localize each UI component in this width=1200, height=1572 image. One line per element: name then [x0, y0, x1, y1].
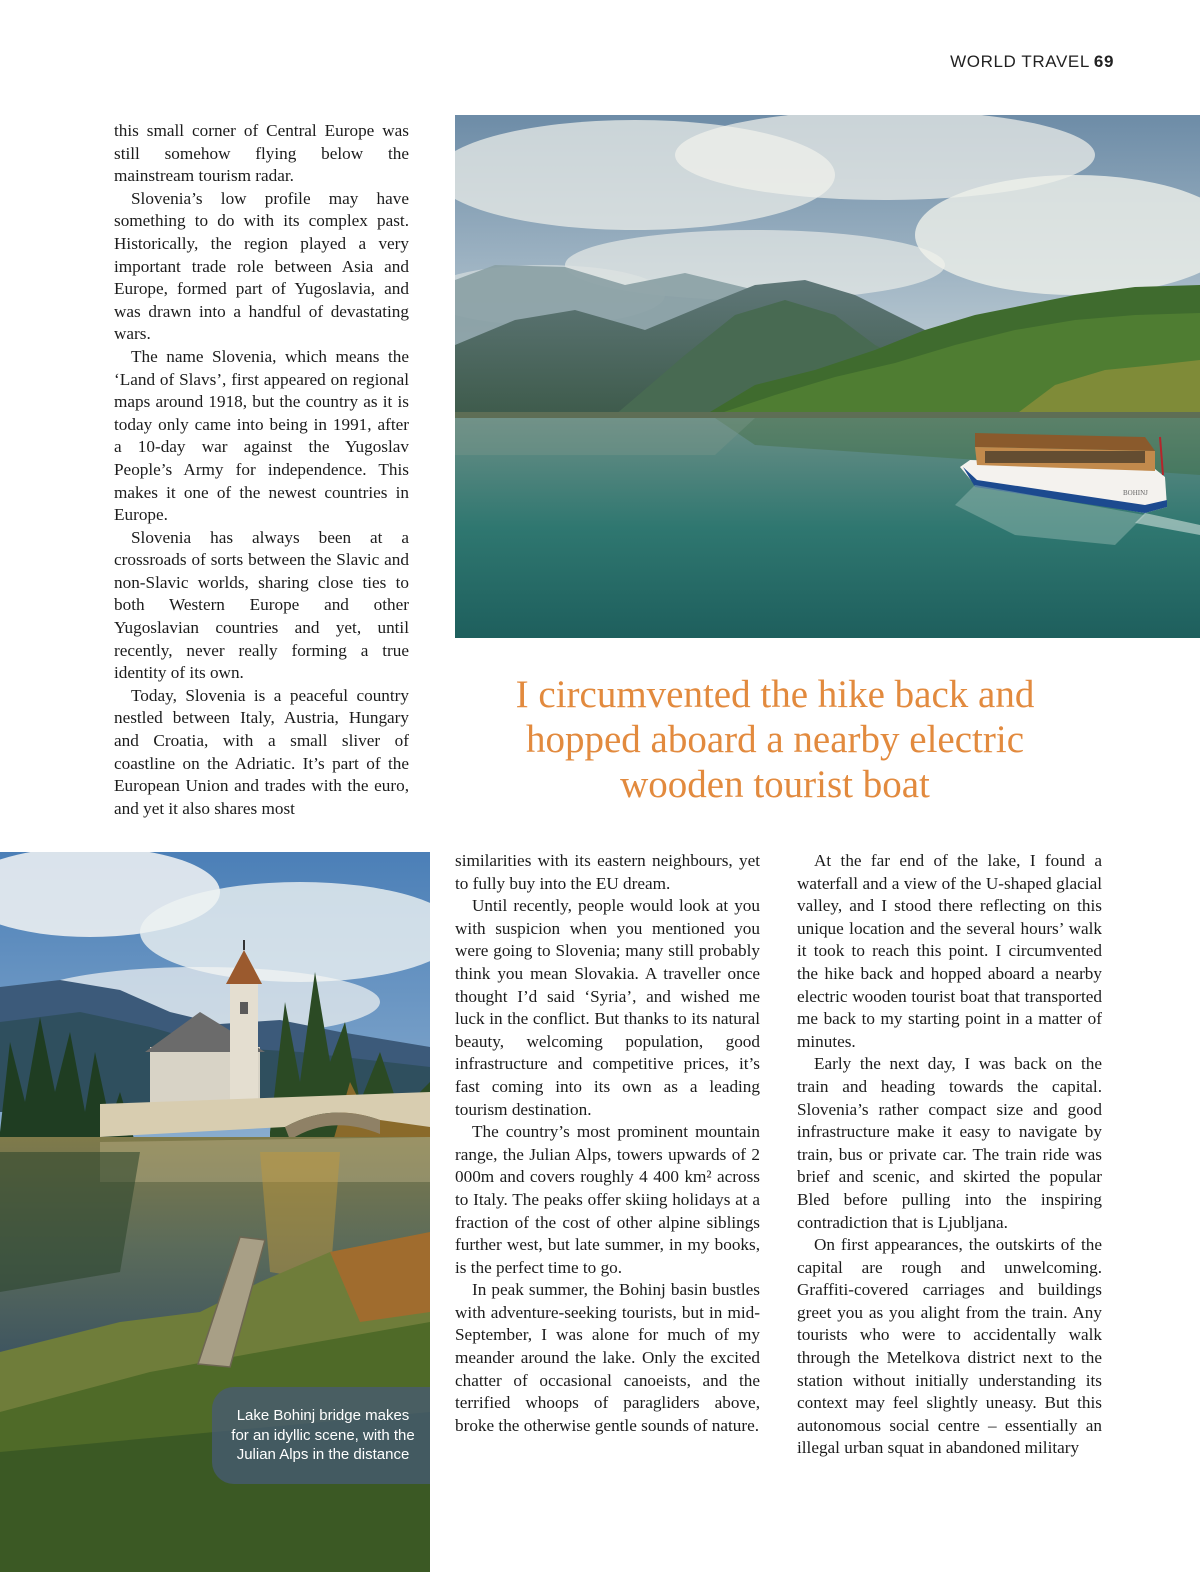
paragraph: similarities with its eastern neighbours, yet to fully buy into the EU dream. — [455, 851, 760, 893]
pull-quote: I circumvented the hike back and hopped aboard a nearby electric wooden tourist boat — [515, 673, 1035, 806]
paragraph: Today, Slovenia is a peaceful country nestled between Italy, Austria, Hungary and Croatia, with a small sliver of coastline on the Adriatic. It’s part of the European Union and trades with the euro, and yet it also shares most — [114, 685, 409, 818]
article-column-2 — [455, 850, 760, 1437]
paragraph: this small corner of Central Europe was still somehow flying below the mainstream tourism radar. — [114, 121, 409, 186]
paragraph: Slovenia’s low profile may have something to do with its complex past. Historically, the region played a very important trade role between Asia and Europe, formed part of Yugoslavia, and was drawn into a handful of devastating wars. — [114, 188, 409, 344]
paragraph: At the far end of the lake, I found a waterfall and a view of the U-shaped glacial valley, and I stood there reflecting on this unique location and the several hours’ walk it took to reach this point. I circumvented the hike back and hopped aboard a nearby electric wooden tourist boat that transported me back to my starting point in a matter of minutes. — [797, 851, 1102, 1051]
article-column-1 — [114, 120, 409, 820]
article-column-3 — [797, 850, 1102, 1460]
running-header — [950, 52, 1114, 72]
lake-boat-photo — [455, 115, 1200, 638]
photo-caption: Lake Bohinj bridge makes for an idyllic scene, with the Julian Alps in the distance — [212, 1387, 430, 1484]
paragraph: Early the next day, I was back on the train and heading towards the capital. Slovenia’s rather compact size and good infrastructure make it easy to navigate by train, bus or private car. The train ride was brief and scenic, and skirted the popular Bled before pulling into the inspiring contradiction that is Ljubljana. — [797, 1054, 1102, 1232]
page-number: 69 — [1093, 52, 1114, 71]
boat-name: BOHINJ — [1123, 489, 1148, 497]
paragraph: Slovenia has always been at a crossroads of sorts between the Slavic and non-Slavic worlds, sharing close ties to both Western Europe and other Yugoslavian countries and yet, until recently, never really forming a true identity of its own. — [114, 527, 409, 683]
paragraph: The country’s most prominent mountain range, the Julian Alps, towers upwards of 2 000m and covers roughly 4 400 km² across to Italy. The peaks offer skiing holidays at a fraction of the cost of other alpine siblings further west, but late summer, in my books, is the perfect time to go. — [455, 1122, 760, 1277]
paragraph: The name Slovenia, which means the ‘Land of Slavs’, first appeared on regional maps around 1918, but the country as it is today only came into being in 1991, after a 10-day war against the Yugoslav People’s Army for independence. This makes it one of the newest countries in Europe. — [114, 346, 409, 525]
paragraph: On first appearances, the outskirts of the capital are rough and unwelcoming. Graffiti-covered carriages and buildings greet you as you alight from the train. Any tourists who were to accidentally walk through the Metelkova district next to the station without initially understanding its context may feel slightly uneasy. But this autonomous social centre – essentially an illegal urban squat in abandoned military — [797, 1235, 1102, 1458]
paragraph: In peak summer, the Bohinj basin bustles with adventure-seeking tourists, but in mid-September, I was alone for much of my meander around the lake. Only the excited chatter of occasional canoeists, and the terrified whoops of paragliders above, broke the otherwise gentle sounds of nature. — [455, 1280, 760, 1435]
section-title: WORLD TRAVEL — [950, 52, 1090, 71]
paragraph: Until recently, people would look at you with suspicion when you mentioned you were going to Slovenia; many still probably think you mean Slovakia. A traveller once thought I’d said ‘Syria’, and wished me luck in the conflict. But thanks to its natural beauty, welcoming population, good infrastructure and competitive prices, it’s fast coming into its own as a leading tourism destination. — [455, 896, 760, 1119]
